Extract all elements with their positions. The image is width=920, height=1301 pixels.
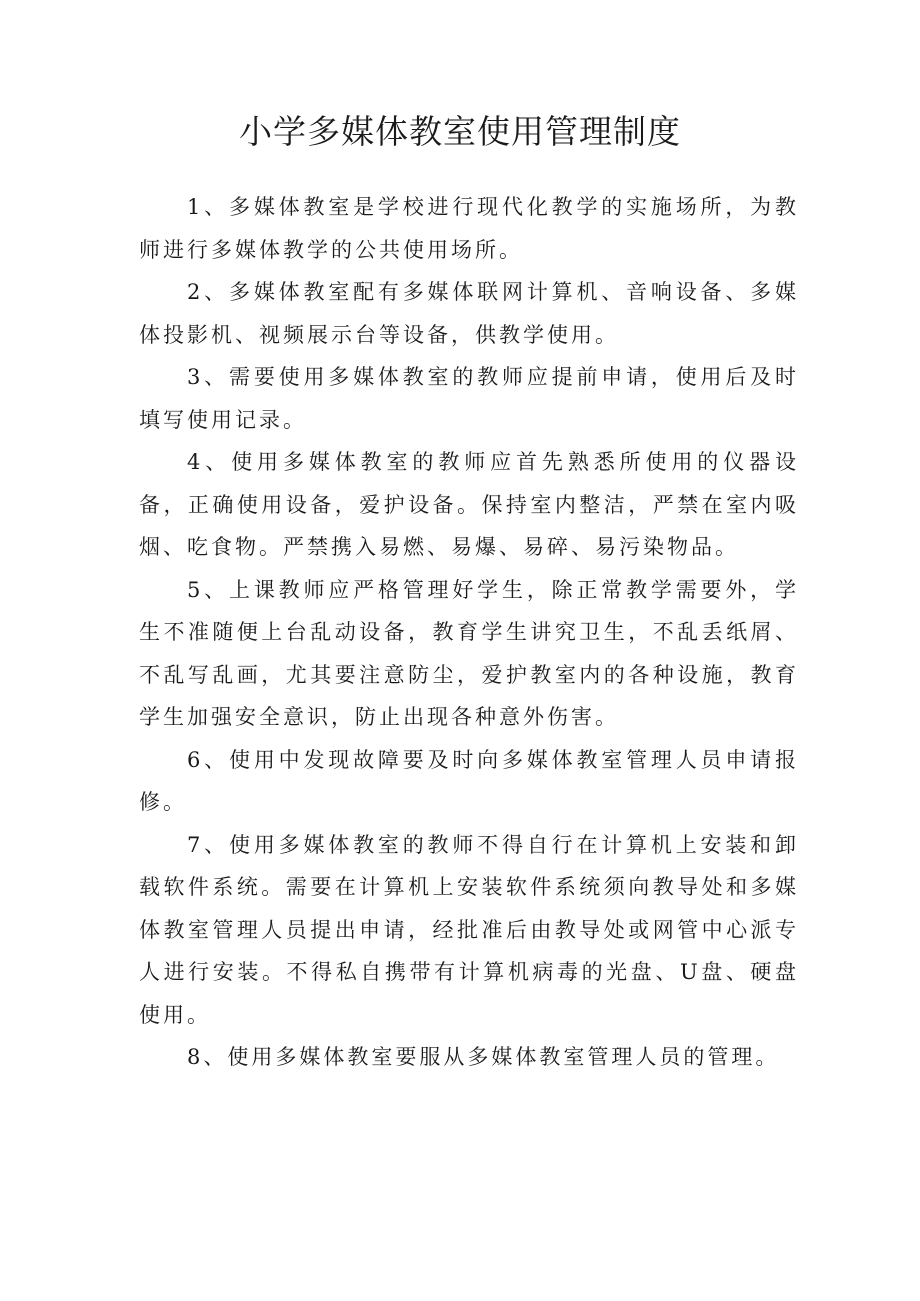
rule-paragraph-5: 5、上课教师应严格管理好学生，除正常教学需要外，学生不准随便上台乱动设备，教育学生讲究卫生，不乱丢纸屑、不乱写乱画，尤其要注意防尘，爱护教室内的各种设施，教育学生加强安全意识，防止出现各种意外伤害。 xyxy=(139,577,799,729)
rule-paragraph-7: 7、使用多媒体教室的教师不得自行在计算机上安装和卸载软件系统。需要在计算机上安装软件系统须向教导处和多媒体教室管理人员提出申请，经批准后由教导处或网管中心派专人进行安装。不得私自携带有计算机病毒的光盘、U盘、硬盘使用。 xyxy=(139,832,799,1027)
rule-paragraph-8: 8、使用多媒体教室要服从多媒体教室管理人员的管理。 xyxy=(187,1045,780,1069)
rule-paragraph-4: 4、使用多媒体教室的教师应首先熟悉所使用的仪器设备，正确使用设备，爱护设备。保持室内整洁，严禁在室内吸烟、吃食物。严禁携入易燃、易爆、易碎、易污染物品。 xyxy=(139,450,799,559)
rule-paragraph-6: 6、使用中发现故障要及时向多媒体教室管理人员申请报修。 xyxy=(139,747,799,814)
rule-paragraph-1: 1、多媒体教室是学校进行现代化教学的实施场所，为教师进行多媒体教学的公共使用场所。 xyxy=(139,195,799,262)
document-title: 小学多媒体教室使用管理制度 xyxy=(239,112,681,151)
document-body xyxy=(139,186,799,1079)
rule-paragraph-2: 2、多媒体教室配有多媒体联网计算机、音响设备、多媒体投影机、视频展示台等设备，供教学使用。 xyxy=(139,280,799,347)
rule-paragraph-3: 3、需要使用多媒体教室的教师应提前申请，使用后及时填写使用记录。 xyxy=(139,365,799,432)
